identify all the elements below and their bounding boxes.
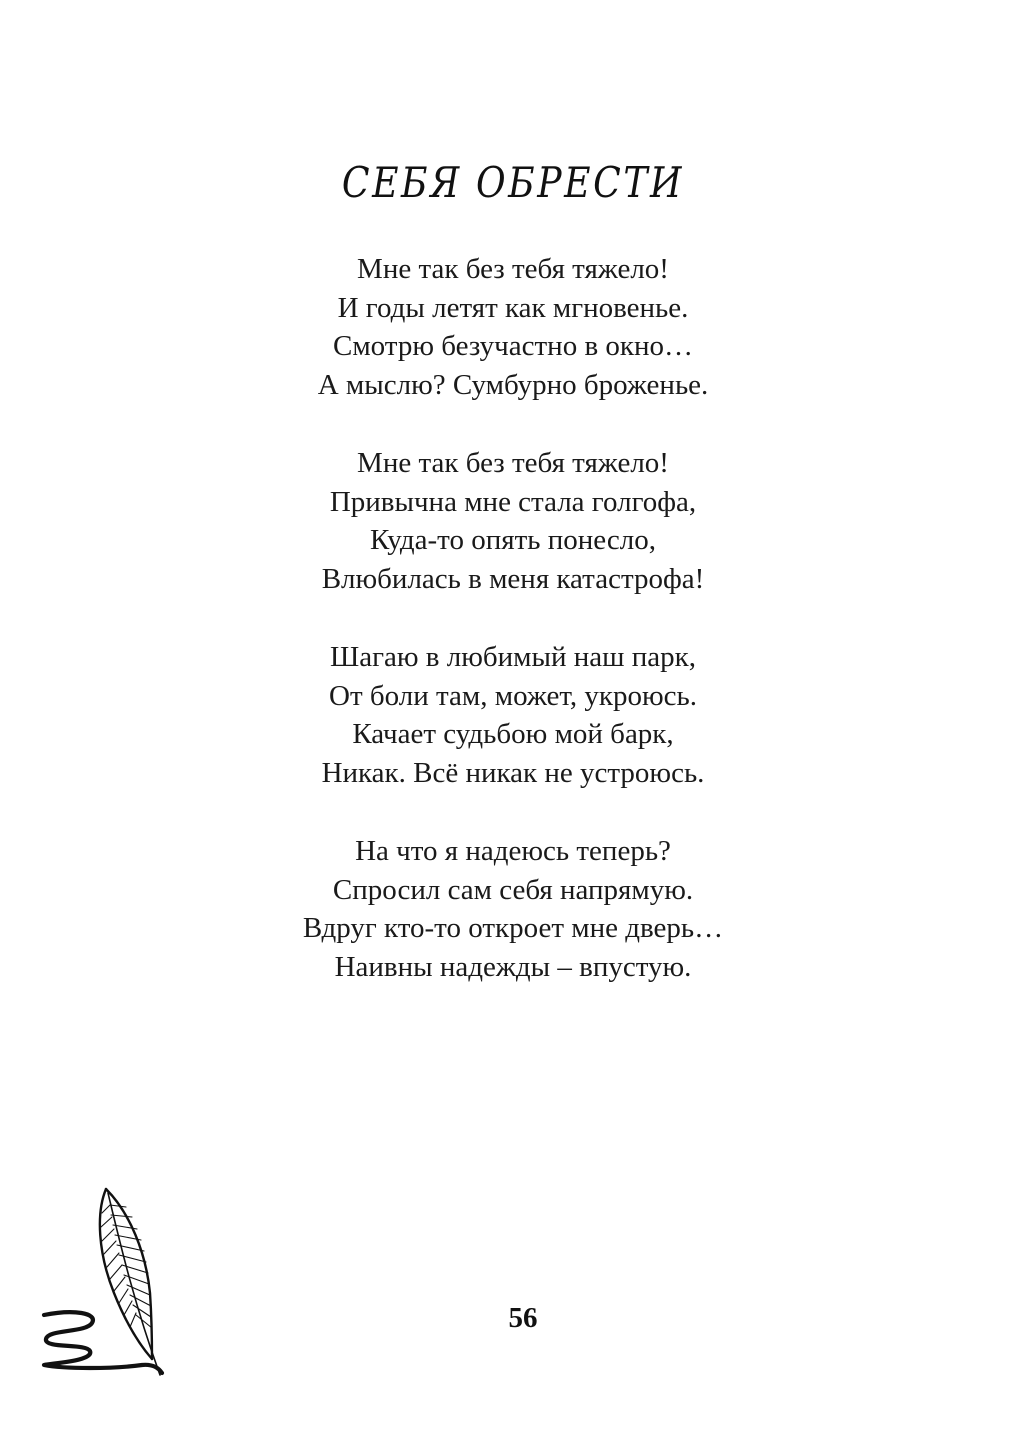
poem-line: Привычна мне стала голгофа, xyxy=(329,485,697,518)
quill-pen-icon xyxy=(34,1183,174,1383)
poem-line: Вдруг кто-то откроет мне дверь… xyxy=(302,912,724,944)
poem-line: Мне так без тебя тяжело! xyxy=(357,447,669,479)
poem-line: И годы летят как мгновенье. xyxy=(337,291,689,324)
poem-line: Смотрю безучастно в окно… xyxy=(332,330,694,362)
poem-line: Шагаю в любимый наш парк, xyxy=(330,641,696,673)
poem-line: На что я надеюсь теперь? xyxy=(355,835,671,867)
poem-line: Никак. Всё никак не устроюсь. xyxy=(321,756,705,789)
poem-line: От боли там, может, укроюсь. xyxy=(329,679,697,712)
stanza-3 xyxy=(0,638,1026,792)
poem-line: Куда-то опять понесло, xyxy=(370,524,656,556)
poem-line: Качает судьбою мой барк, xyxy=(352,718,674,750)
poem-line: А мыслю? Сумбурно броженье. xyxy=(317,368,709,401)
poem-line: Мне так без тебя тяжело! xyxy=(357,253,669,285)
stanza-2 xyxy=(0,444,1026,598)
poem-body xyxy=(0,250,1026,1026)
stanza-1 xyxy=(0,250,1026,404)
poem-line: Влюбилась в меня катастрофа! xyxy=(321,562,705,595)
page-number: 56 xyxy=(508,1302,538,1334)
stanza-4 xyxy=(0,832,1026,986)
poem-title: СЕБЯ ОБРЕСТИ xyxy=(341,158,685,207)
poem-line: Наивны надежды – впустую. xyxy=(334,950,692,983)
poem-line: Спросил сам себя напрямую. xyxy=(332,873,694,906)
